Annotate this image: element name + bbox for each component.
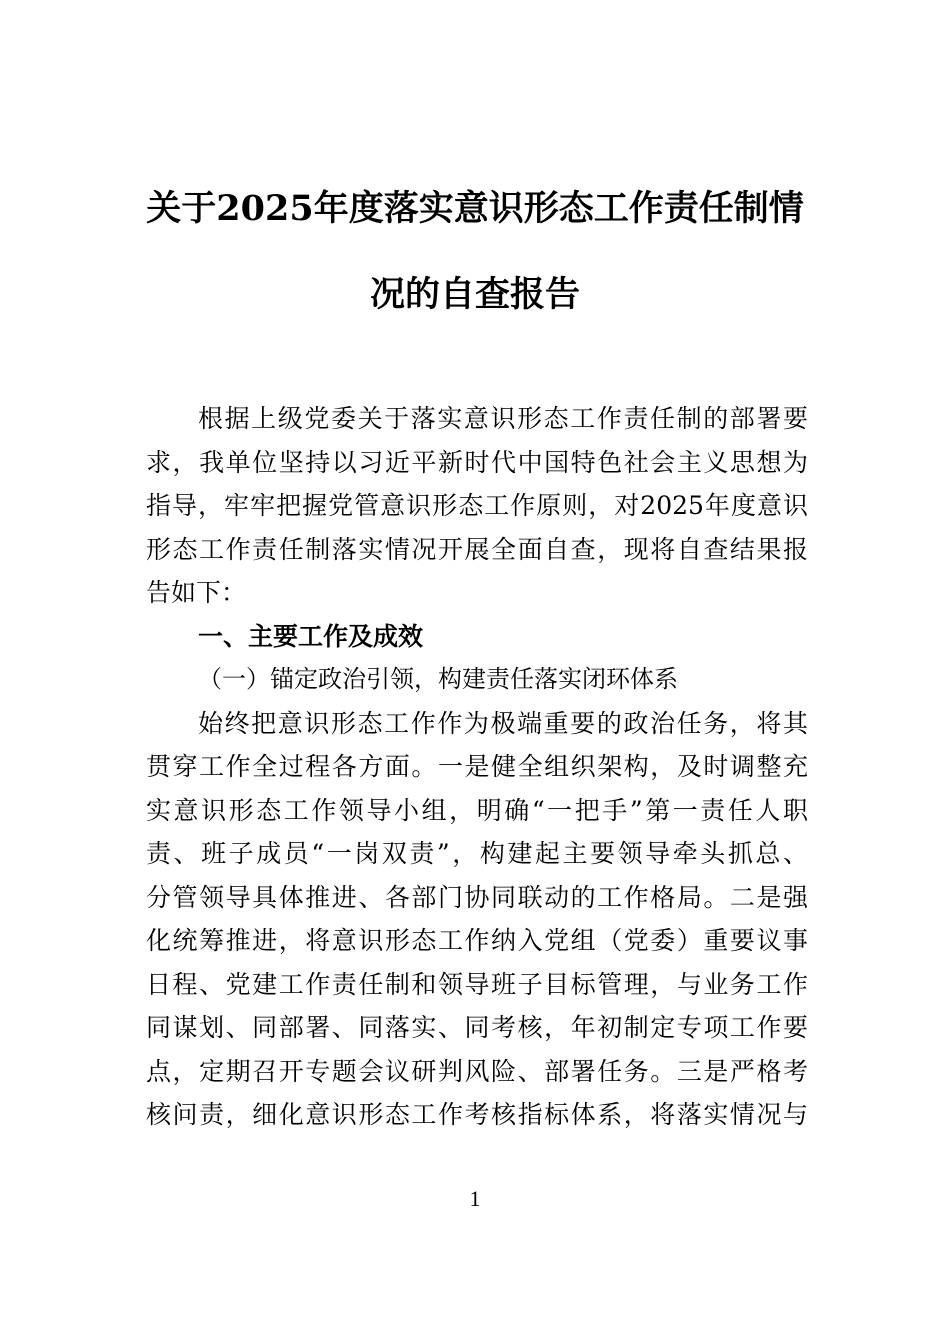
intro-line: 告如下： xyxy=(146,578,247,607)
document-title xyxy=(140,166,810,338)
paragraph-line: 同谋划、同部署、同落实、同考核，年初制定专项工作要 xyxy=(146,1013,808,1042)
page-number: 1 xyxy=(469,1186,481,1211)
section-heading: 一、主要工作及成效 xyxy=(198,621,424,651)
paragraph-line: 化统筹推进，将意识形态工作纳入党组（党委）重要议事 xyxy=(146,926,808,955)
intro-line: 根据上级党委关于落实意识形态工作责任制的部署要 xyxy=(198,404,808,433)
paragraph-line: 始终把意识形态工作作为极端重要的政治任务，将其 xyxy=(198,708,808,738)
document-body xyxy=(146,397,808,1137)
paragraph-line: 实意识形态工作领导小组，明确“一把手”第一责任人职 xyxy=(146,795,808,825)
title-line-2: 况的自查报告 xyxy=(369,274,580,315)
intro-line: 求，我单位坚持以习近平新时代中国特色社会主义思想为 xyxy=(146,447,808,477)
paragraph-line: 分管领导具体推进、各部门协同联动的工作格局。二是强 xyxy=(146,882,808,912)
intro-line: 形态工作责任制落实情况开展全面自查，现将自查结果报 xyxy=(146,534,808,564)
paragraph-line: 核问责，细化意识形态工作考核指标体系，将落实情况与 xyxy=(146,1100,808,1129)
paragraph-line: 贯穿工作全过程各方面。一是健全组织架构，及时调整充 xyxy=(146,752,808,781)
subsection-heading: （一）锚定政治引领，构建责任落实闭环体系 xyxy=(198,665,678,693)
paragraph-line: 日程、党建工作责任制和领导班子目标管理，与业务工作 xyxy=(146,969,808,999)
title-line-1: 关于2025年度落实意识形态工作责任制情 xyxy=(146,188,804,229)
paragraph-line: 责、班子成员“一岗双责”，构建起主要领导牵头抓总、 xyxy=(146,839,808,868)
intro-line: 指导，牢牢把握党管意识形态工作原则，对2025年度意识 xyxy=(146,491,808,520)
paragraph-line: 点，定期召开专题会议研判风险、部署任务。三是严格考 xyxy=(146,1056,808,1086)
